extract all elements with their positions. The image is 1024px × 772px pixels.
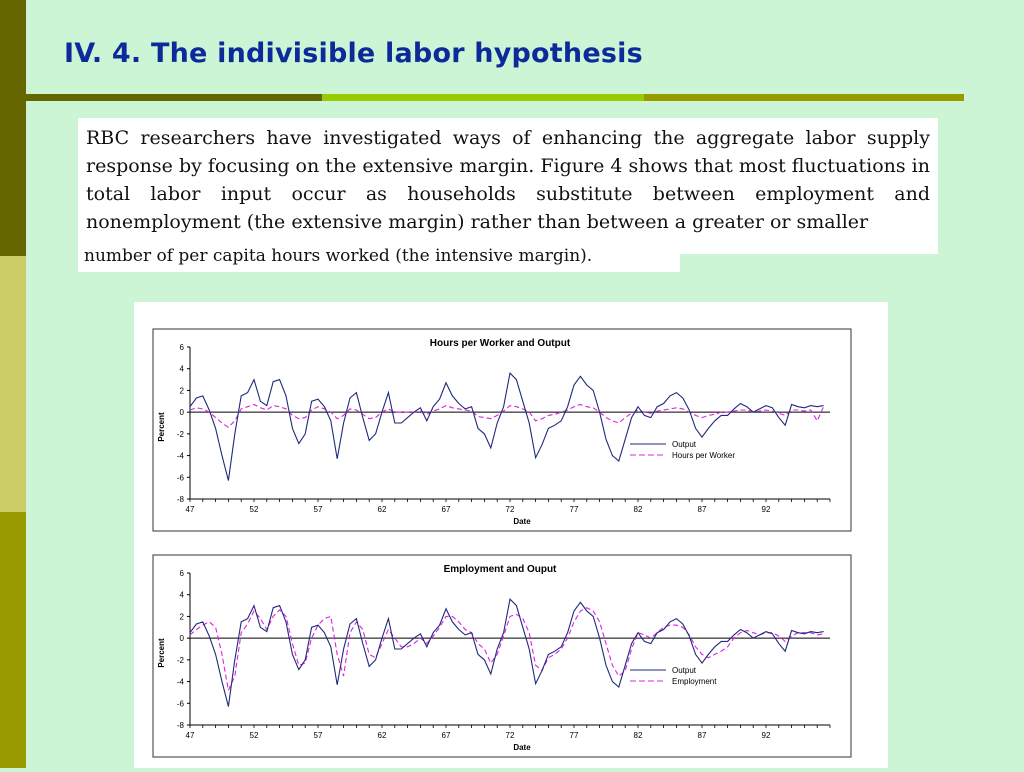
y-tick-label: 4 [179,364,184,374]
x-tick-label: 62 [377,505,387,514]
y-tick-label: 0 [179,634,184,644]
y-tick-label: 0 [179,408,184,418]
x-tick-label: 62 [377,731,387,740]
x-tick-label: 47 [185,505,195,514]
x-tick-label: 87 [697,731,707,740]
y-tick-label: -6 [176,699,184,709]
legend-label: Employment [672,677,717,686]
x-tick-label: 92 [761,505,771,514]
sidebar-block-top [0,0,26,256]
y-tick-label: -2 [176,429,184,439]
y-tick-label: 2 [179,386,184,396]
x-tick-label: 52 [249,505,259,514]
y-tick-label: -4 [176,451,184,461]
sidebar-block-middle [0,256,26,512]
title-rule-middle [322,94,644,101]
y-tick-label: -2 [176,655,184,665]
paragraph-tail-box [78,240,680,272]
y-tick-label: 6 [179,343,184,352]
chart-frame [153,329,851,531]
x-tick-label: 72 [505,731,515,740]
y-tick-label: 2 [179,612,184,622]
slide-title: IV. 4. The indivisible labor hypothesis [64,38,643,69]
x-tick-label: 77 [569,731,579,740]
title-rule-left [26,94,322,101]
x-tick-label: 57 [313,731,323,740]
chart-2 [153,555,851,757]
paragraph-text: RBC researchers have investigated ways of enhancing the aggregate labor supply response by focusing on the extensive margin. Figure 4 shows that most fluctuations in total labor input occur as households substitute between employment and nonemployment (the extensive margin) rather than between a greater or smaller [86,127,930,233]
chart-title: Employment and Ouput [443,564,557,575]
chart-frame [153,555,851,757]
legend-label: Output [672,666,697,675]
sidebar-decoration [0,0,26,768]
y-tick-label: -8 [176,495,184,504]
sidebar-block-bottom [0,512,26,768]
x-tick-label: 92 [761,731,771,740]
x-tick-label: 67 [441,731,451,740]
paragraph-box [78,118,938,254]
y-tick-label: 4 [179,590,184,600]
legend-label: Output [672,440,697,449]
y-tick-label: -8 [176,721,184,730]
x-tick-label: 77 [569,505,579,514]
x-tick-label: 87 [697,505,707,514]
x-tick-label: 72 [505,505,515,514]
x-tick-label: 82 [633,731,643,740]
chart-1 [153,329,851,531]
y-tick-label: -6 [176,473,184,483]
title-rule-right [644,94,964,101]
x-tick-label: 82 [633,505,643,514]
y-tick-label: -4 [176,677,184,687]
paragraph-tail-text: number of per capita hours worked (the intensive margin). [84,246,593,266]
figure-panel [134,302,888,768]
y-axis-label: Percent [157,412,166,442]
x-tick-label: 57 [313,505,323,514]
x-tick-label: 52 [249,731,259,740]
chart-title: Hours per Worker and Output [429,338,571,349]
x-axis-label: Date [513,517,531,526]
y-tick-label: 6 [179,569,184,578]
figure-svg [134,302,888,768]
x-tick-label: 67 [441,505,451,514]
legend-label: Hours per Worker [672,451,735,460]
x-axis-label: Date [513,743,531,752]
y-axis-label: Percent [157,638,166,668]
x-tick-label: 47 [185,731,195,740]
